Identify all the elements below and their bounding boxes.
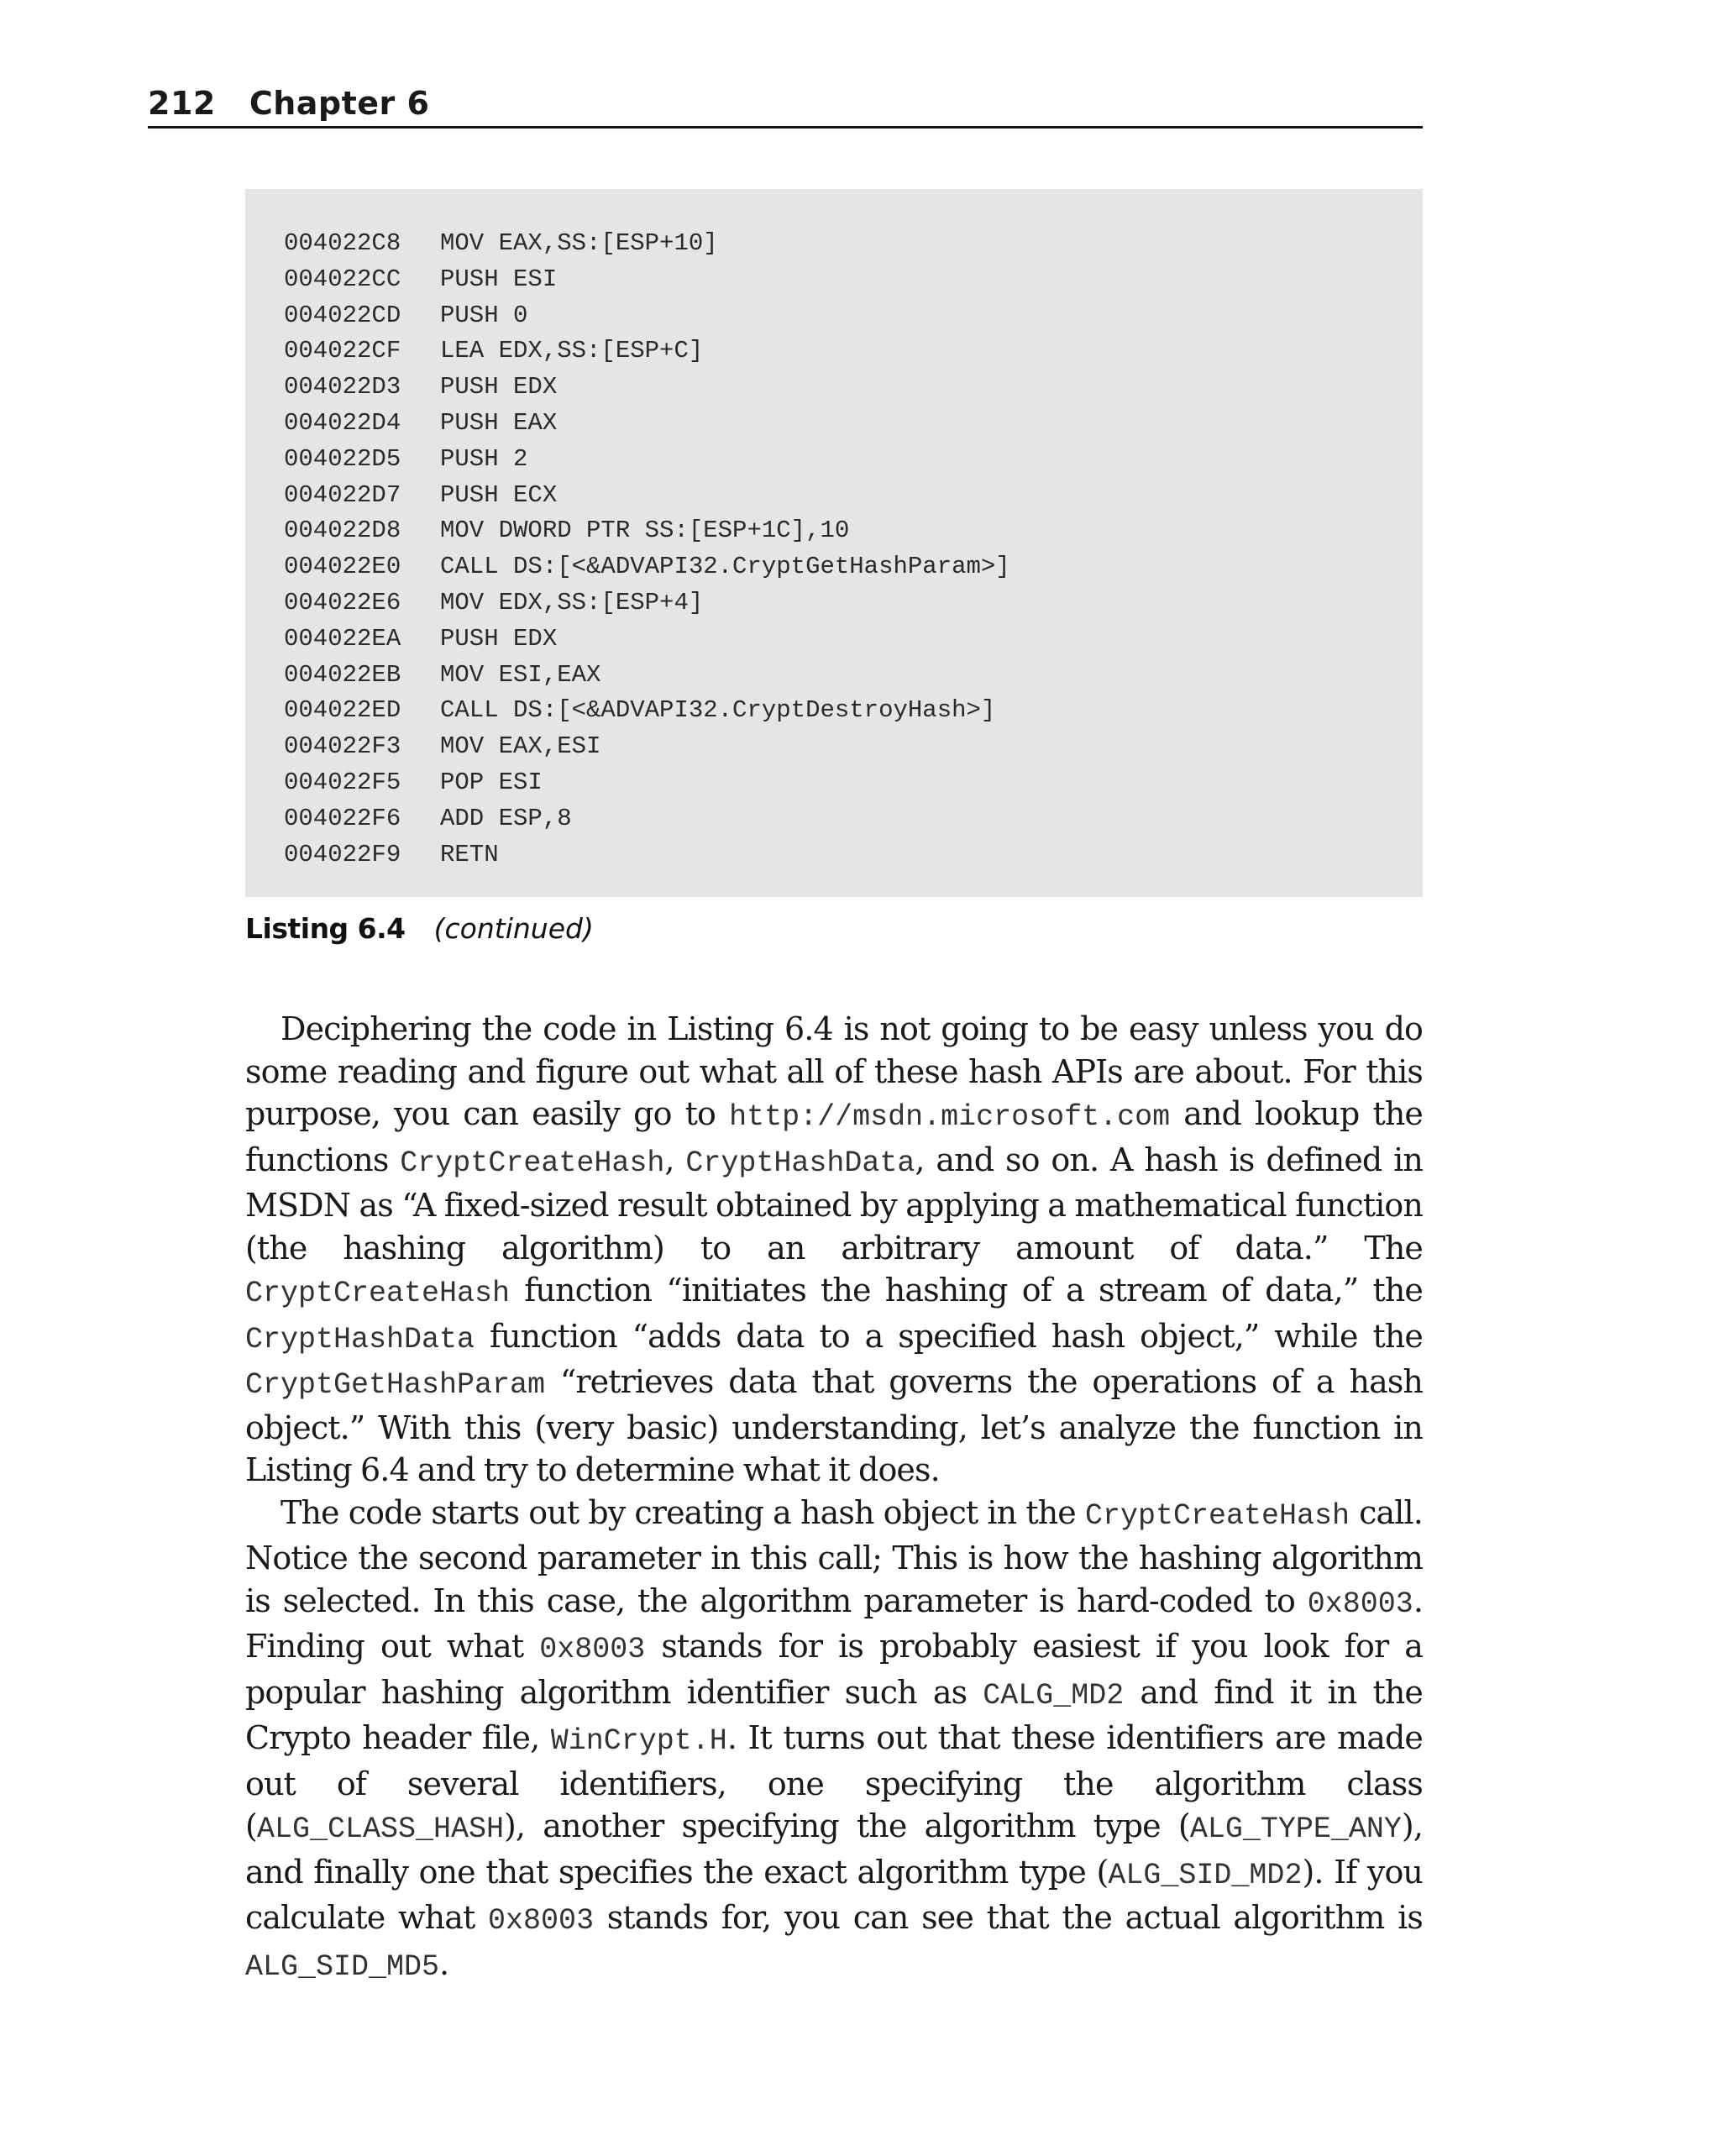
code-line	[284, 693, 1423, 729]
text-run: ), and finally one that specifies the exact algorithm type (	[245, 1807, 1423, 1891]
code-address: 004022CF	[284, 337, 401, 365]
text-run: ). If you calculate what	[245, 1853, 1423, 1936]
inline-code: ALG_SID_MD5	[245, 1949, 440, 1984]
text-run: The code starts out by creating a hash object in the	[281, 1493, 1085, 1531]
code-address: 004022C8	[284, 229, 401, 257]
inline-code: ALG_SID_MD2	[1108, 1858, 1303, 1892]
inline-code: WinCrypt.H	[550, 1724, 727, 1758]
body-paragraph	[245, 1008, 1423, 1492]
text-run: Deciphering the code in Listing 6.4 is not going to be easy unless you do some reading and figure out what all of these hash APIs are about. For this purpose, you can easily go to	[245, 1010, 1423, 1132]
code-address: 004022F6	[284, 804, 401, 832]
inline-code: CryptHashData	[245, 1322, 475, 1356]
code-instruction: LEA EDX,SS:[ESP+C]	[440, 337, 704, 365]
text-run: call. Notice the second parameter in this call; This is how the hashing algorithm is selected. In this case, the algorithm parameter is hard-coded to	[245, 1493, 1423, 1619]
code-instruction: RETN	[440, 840, 499, 868]
inline-code: CryptCreateHash	[400, 1146, 665, 1180]
code-line	[284, 658, 1423, 694]
code-line	[284, 729, 1423, 765]
code-line	[284, 406, 1423, 442]
code-address: 004022EB	[284, 660, 401, 689]
code-line	[284, 226, 1423, 262]
code-address: 004022ED	[284, 696, 401, 725]
page-number: 212	[148, 85, 216, 122]
text-run: . It turns out that these identifiers are made out of several identifiers, one specifying the algorithm class (	[245, 1719, 1423, 1844]
inline-code: 0x8003	[488, 1904, 595, 1938]
text-run: . Finding out what	[245, 1582, 1423, 1665]
code-instruction: MOV DWORD PTR SS:[ESP+1C],10	[440, 517, 850, 545]
code-instruction: ADD ESP,8	[440, 804, 572, 832]
code-instruction: PUSH 2	[440, 444, 528, 473]
inline-code: 0x8003	[1307, 1587, 1413, 1621]
listing-caption	[245, 909, 594, 949]
code-instruction: PUSH 0	[440, 301, 528, 329]
code-instruction: PUSH EDX	[440, 373, 558, 401]
text-run: and lookup the functions	[245, 1095, 1423, 1178]
code-instruction: MOV EAX,SS:[ESP+10]	[440, 229, 718, 257]
text-run: function “adds data to a specified hash object,” while the	[475, 1317, 1423, 1355]
body-paragraph	[245, 1492, 1423, 1989]
inline-code: ALG_TYPE_ANY	[1189, 1812, 1402, 1846]
inline-code: 0x8003	[539, 1633, 646, 1666]
code-instruction: PUSH ESI	[440, 265, 558, 293]
text-run: ,	[664, 1141, 686, 1178]
code-address: 004022D4	[284, 408, 401, 437]
code-address: 004022D3	[284, 373, 401, 401]
code-instruction: MOV ESI,EAX	[440, 660, 601, 689]
inline-code: CryptGetHashParam	[245, 1368, 546, 1402]
text-run: function “initiates the hashing of a stream of data,” the	[510, 1272, 1423, 1309]
code-address: 004022CC	[284, 265, 401, 293]
code-address: 004022F5	[284, 768, 401, 796]
code-address: 004022D7	[284, 480, 401, 509]
code-line	[284, 585, 1423, 622]
code-line	[284, 513, 1423, 549]
code-instruction: PUSH EAX	[440, 408, 558, 437]
code-address: 004022E6	[284, 588, 401, 616]
code-line	[284, 622, 1423, 658]
text-run: and find it in the Crypto header file,	[245, 1673, 1423, 1756]
code-instruction: CALL DS:[<&ADVAPI32.CryptGetHashParam>]	[440, 553, 1010, 581]
code-address: 004022E0	[284, 553, 401, 581]
text-run: , and so on. A hash is defined in MSDN as “A fixed-sized result obtained by applying a mathematical function (the hashing algorithm) to an arbitrary amount of data.” The	[245, 1141, 1424, 1267]
code-line	[284, 801, 1423, 837]
listing-note: (continued)	[433, 912, 594, 945]
text-run: stands for is probably easiest if you look for a popular hashing algorithm identifier such as	[245, 1628, 1423, 1711]
code-address: 004022F9	[284, 840, 401, 868]
code-instruction: CALL DS:[<&ADVAPI32.CryptDestroyHash>]	[440, 696, 996, 725]
code-line	[284, 549, 1423, 585]
code-line	[284, 262, 1423, 298]
text-run: .	[439, 1944, 449, 1982]
inline-code: CryptCreateHash	[1084, 1498, 1350, 1533]
running-header	[148, 81, 1423, 129]
chapter-title: Chapter 6	[249, 85, 430, 122]
code-instruction: PUSH EDX	[440, 624, 558, 653]
code-address: 004022D5	[284, 444, 401, 473]
text-run: stands for, you can see that the actual algorithm is	[594, 1899, 1423, 1936]
inline-code: CryptHashData	[685, 1146, 915, 1180]
text-run: “retrieves data that governs the operations of a hash object.” With this (very basic) understanding, let’s analyze the function in Listing 6.4 and try to determine what it does.	[245, 1363, 1423, 1488]
code-line	[284, 478, 1423, 514]
code-address: 004022D8	[284, 517, 401, 545]
inline-code: CryptCreateHash	[245, 1277, 511, 1310]
inline-code: ALG_CLASS_HASH	[256, 1812, 504, 1846]
code-address: 004022EA	[284, 624, 401, 653]
body-text	[245, 1008, 1423, 1988]
code-listing	[245, 189, 1423, 897]
code-instruction: MOV EDX,SS:[ESP+4]	[440, 588, 704, 616]
listing-label: Listing 6.4	[245, 912, 406, 945]
code-line	[284, 333, 1423, 370]
code-instruction: PUSH ECX	[440, 480, 558, 509]
code-instruction: POP ESI	[440, 768, 543, 796]
text-run: ), another specifying the algorithm type (	[504, 1807, 1190, 1844]
code-line	[284, 442, 1423, 478]
inline-code: CALG_MD2	[983, 1678, 1125, 1713]
code-line	[284, 298, 1423, 334]
code-line	[284, 370, 1423, 406]
code-address: 004022F3	[284, 732, 401, 761]
code-instruction: MOV EAX,ESI	[440, 732, 601, 761]
code-line	[284, 765, 1423, 801]
code-address: 004022CD	[284, 301, 401, 329]
inline-code: http://msdn.microsoft.com	[729, 1100, 1171, 1134]
code-line	[284, 837, 1423, 873]
